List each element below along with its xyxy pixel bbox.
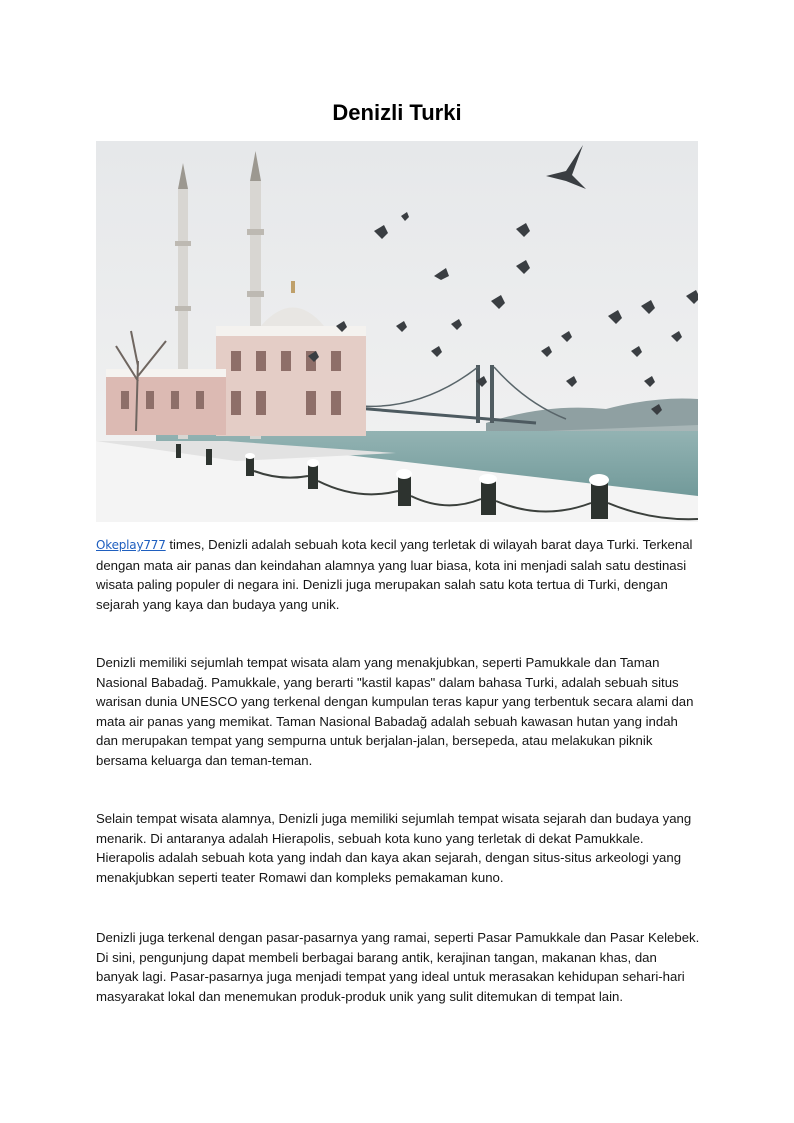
paragraph-2: Denizli memiliki sejumlah tempat wisata alam yang menakjubkan, seperti Pamukkale dan Taman Nasional Babadağ. Pamukkale, yang berarti "kastil kapas" dalam bahasa Turki, adalah sebuah situs warisan dunia UNESCO yang terkenal dengan kumpulan teras kapur yang terbentuk secara alami dan mata air panas yang memikat. Taman Nasional Babadağ adalah sebuah kawasan hutan yang indah dan merupakan tempat yang sempurna untuk berjalan-jalan, bersepeda, atau melakukan piknik bersama keluarga dan teman-teman. [96,655,694,768]
mosque-winter-photo-icon [96,141,698,522]
article-photo [96,141,698,522]
paragraph-1-text: times, Denizli adalah sebuah kota kecil yang terletak di wilayah barat daya Turki. Terkenal dengan mata air panas dan keindahan alamnya yang luar biasa, kota ini menjadi salah satu destinasi wisata paling populer di negara ini. Denizli juga merupakan salah satu kota tertua di Turki, dengan sejarah yang kaya dan budaya yang unik. [96,537,693,612]
paragraph-1 [96,535,700,614]
paragraph-3: Selain tempat wisata alamnya, Denizli juga memiliki sejumlah tempat wisata sejarah dan budaya yang menarik. Di antaranya adalah Hierapolis, sebuah kota kuno yang terletak di dekat Pamukkale. Hierapolis adalah sebuah kota yang indah dan kaya akan sejarah, dengan situs-situs arkeologi yang menakjubkan seperti teater Romawi dan kompleks pemakaman kuno. [96,811,692,885]
paragraph-4: Denizli juga terkenal dengan pasar-pasarnya yang ramai, seperti Pasar Pamukkale dan Pasar Kelebek. Di sini, pengunjung dapat membeli berbagai barang antik, kerajinan tangan, makanan khas, dan banyak lagi. Pasar-pasarnya juga menjadi tempat yang ideal untuk merasakan kehidupan sehari-hari masyarakat lokal dan menemukan produk-produk unik yang sulit ditemukan di tempat lain. [96,930,700,1004]
okeplay777-link[interactable]: Okeplay777 [96,538,166,552]
page-title: Denizli Turki [332,100,462,125]
